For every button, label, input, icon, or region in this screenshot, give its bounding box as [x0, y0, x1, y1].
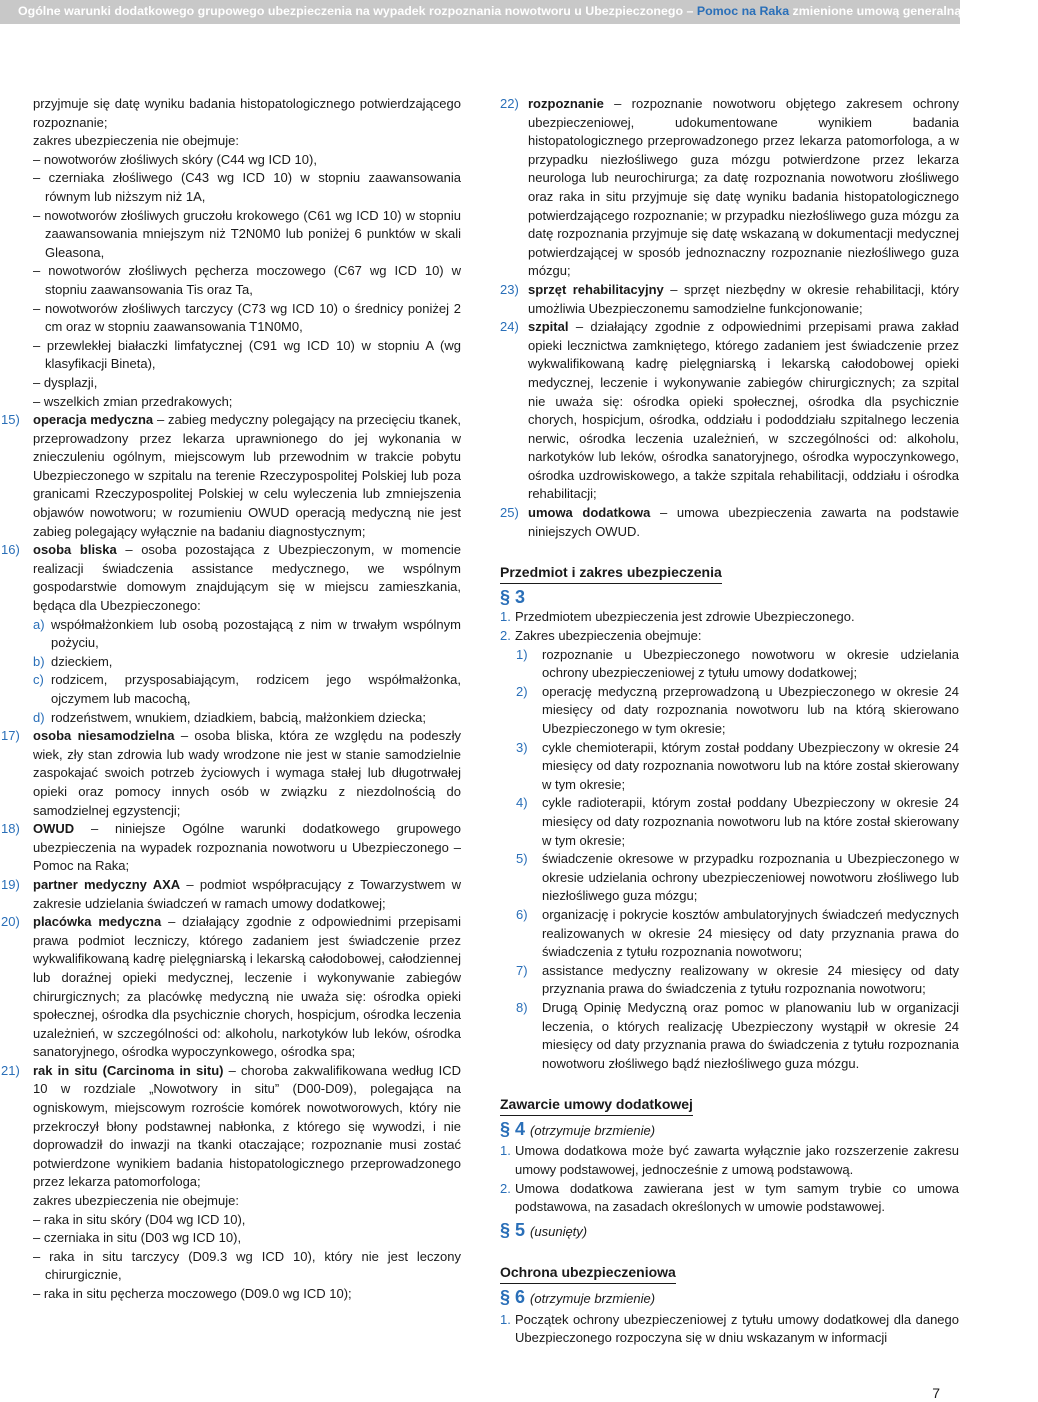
scope-number: 6): [516, 906, 528, 922]
definition-text: – podmiot współpracujący z Towarzystwem w zakresie udzielania świadczeń w ramach umowy dodatkowej;: [33, 876, 461, 911]
numbered-item: [500, 1142, 959, 1179]
definition-21: [1, 1062, 461, 1192]
exclusion-item: – dysplazji,: [33, 374, 98, 390]
definition-term: osoba bliska: [33, 542, 117, 558]
definition-number: 24): [500, 319, 519, 335]
section-title-text: Ochrona ubezpieczeniowa: [500, 1263, 676, 1284]
exclusion-item: – raka in situ tarczycy (D09.3 wg ICD 10), który nie jest leczony chirurgicznie,: [33, 1248, 461, 1283]
scope-text: operację medyczną przeprowadzoną u Ubezpieczonego w okresie 24 miesięcy od daty rozpoznania nowotworu lub na którą skierowano Ubezpieczonego w tym okresie;: [542, 683, 959, 736]
exclusion-item: – czerniaka in situ (D03 wg ICD 10),: [33, 1230, 242, 1246]
scope-item: [500, 999, 959, 1073]
definition-22: [500, 95, 959, 281]
definition-text: – umowa ubezpieczenia zawarta na podstawie niniejszych OWUD.: [528, 505, 959, 539]
definition-23: [500, 281, 959, 318]
relation-text: rodzeństwem, wnukiem, dziadkiem, babcią, małżonkiem dziecka;: [51, 709, 426, 725]
definition-19: [1, 876, 461, 913]
definition-number: 19): [1, 876, 20, 892]
relation-letter: b): [33, 653, 45, 669]
relation-text: współmałżonkiem lub osobą pozostającą z nim w trwałym wspólnym pożyciu,: [51, 616, 461, 651]
relation-text: dzieckiem,: [51, 653, 113, 669]
scope-number: 3): [516, 739, 528, 755]
item-text: Umowa dodatkowa zawierana jest w tym samym trybie co umowa podstawowa, na zasadach określonych w umowie podstawowej.: [515, 1180, 959, 1215]
section-title-text: Zawarcie umowy dodatkowej: [500, 1095, 693, 1116]
definition-text: – choroba zakwalifikowana według ICD 10 w rozdziale „Nowotwory in situ” (D00-D09), polegająca na ogniskowym, miejscowym rozroście komórek nowotworowych, który nie przekroczył błony podstawnej nabłonka, z którego się wywodzi, i nie doprowadził do inwazji na tkanki otaczające; rozpoznanie musi zostać potwierdzone wynikiem badania histopatologicznego przeprowadzonego przez lekarza patomorfologa;: [33, 1062, 461, 1190]
definition-number: 15): [1, 412, 20, 428]
definition-term: rozpoznanie: [528, 96, 604, 111]
paragraph-number: § 4: [500, 1118, 526, 1139]
numbered-item: [500, 1180, 959, 1217]
header-title-part1: Ogólne warunki dodatkowego grupowego ubezpieczenia na wypadek rozpoznania nowotworu u Ubezpieczonego –: [18, 4, 694, 18]
definition-text: – rozpoznanie nowotworu objętego zakresem ochrony ubezpieczeniowej, udokumentowane wynikiem badania histopatologicznego przeprowadzonego przez lekarza patomorfologa, a w przypadku niezłośliwego guza mózgu potwierdzone przez lekarza neurologa lub neurochirurga; za datę rozpoznania nowotworu złośliwego oraz raka in situ przyjmuje się datę wyniku badania histopatologicznego potwierdzającego rozpoznanie; w przypadku niezłośliwego guza mózgu za datę rozpoznania przyjmuje się datę wskazaną w dokumentacji medycznej potwierdzającej w sposób jednoznaczny rozpoznanie niezłośliwego guza mózgu;: [528, 96, 959, 279]
scope-text: cykle chemioterapii, którym został poddany Ubezpieczony w okresie 24 miesięcy od daty rozpoznania nowotworu lub na które został skierowany w tym okresie;: [542, 739, 959, 792]
paragraph-heading: [500, 588, 959, 607]
paragraph-heading: [500, 1221, 959, 1242]
scope-item: [500, 906, 959, 962]
definition-text: – osoba pozostająca z Ubezpieczonym, w momencie realizacji świadczenia assistance medycznego, we wspólnym gospodarstwie domowym znajdującym się w miejscu zamieszkania, będąca dla Ubezpieczonego:: [33, 542, 462, 614]
definition-term: OWUD: [33, 821, 75, 837]
definition-17: [1, 727, 461, 820]
relation-item: [33, 653, 461, 672]
definition-number: 21): [1, 1062, 20, 1078]
item-text: Początek ochrony ubezpieczeniowej z tytułu umowy dodatkowej dla danego Ubezpieczonego rozpoczyna się w dniu wskazanym w informacji: [515, 1311, 959, 1346]
scope-number: 8): [516, 999, 528, 1015]
scope-text: cykle radioterapii, którym został poddany Ubezpieczony w okresie 24 miesięcy od daty rozpoznania nowotworu lub na które został skierowany w tym okresie;: [542, 795, 959, 848]
definition-18: [1, 820, 461, 876]
scope-number: 4): [516, 795, 528, 811]
exclusion-item: – przewlekłej białaczki limfatycznej (C91 wg ICD 10) w stopniu A (wg klasyfikacji Bineta),: [33, 337, 461, 372]
definition-term: umowa dodatkowa: [528, 505, 651, 521]
definition-16: [1, 541, 462, 615]
definition-number: 20): [1, 914, 20, 930]
definition-text: – zabieg medyczny polegający na przecięciu tkanek, przeprowadzony przez lekarza uprawnionego do jej wykonania w znieczuleniu ogólnym, miejscowym lub przewodnim w trakcie pobytu Ubezpieczonego w szpitalu na terenie Rzeczypospolitej Polskiej lub poza granicami Rzeczypospolitej Polskiej w celu wyleczenia lub zmniejszenia objawów nowotworu; w rozumieniu OWUD operacją medyczną nie jest zabieg polegający wyłącznie na badaniu diagnostycznym;: [33, 412, 461, 539]
relation-letter: d): [33, 709, 45, 725]
right-column: [500, 95, 959, 1348]
paragraph-note: (otrzymuje brzmienie): [530, 1291, 656, 1307]
definition-term: rak in situ (Carcinoma in situ): [33, 1062, 224, 1078]
item-number: 2.: [500, 628, 511, 644]
definition-term: placówka medyczna: [33, 914, 162, 930]
definition-term: osoba niesamodzielna: [33, 728, 175, 744]
scope-item: [500, 739, 959, 795]
definition-text: – osoba bliska, która ze względu na podeszły wiek, zły stan zdrowia lub wady wrodzone nie jest w stanie samodzielnie zaspokajać swoich potrzeb życiowych i wymaga stałej lub długotrwałej opieki oraz pomocy innych osób w związku z niezdolnością do samodzielnej egzystencji;: [33, 728, 461, 818]
exclusion-item: – nowotworów złośliwych tarczycy (C73 wg ICD 10) o średnicy poniżej 2 cm oraz w stopniu zaawansowania T1N0M0,: [33, 300, 461, 335]
definition-text: – działający zgodnie z odpowiednimi przepisami prawa podmiot leczniczy, którego zadaniem jest świadczenie przez wykwalifikowaną kadrę pielęgniarską i lekarską całodobowej, całodziennej lub doraźnej opieki medycznej, leczenie i wykonywanie zabiegów chirurgicznych; za placówkę medyczną nie uważa się: ośrodka opieki społecznej, ośrodka dla psychicznie chorych, hospicjum, ośrodka leczenia uzależnień, w szczególności od: alkoholu, narkotyków lub leków, ośrodka sanatoryjnego, ośrodka wypoczynkowego, ośrodka spa;: [33, 914, 461, 1060]
relation-letter: c): [33, 672, 44, 688]
relation-item: [33, 616, 461, 653]
header-title-part2: zmienione umową generalną Pakiety GSU: [792, 4, 1038, 18]
relation-text: rodzicem, przysposabiającym, rodzicem jego współmałżonka, ojczymem lub macochą,: [51, 672, 461, 706]
scope-text: organizację i pokrycie kosztów ambulatoryjnych świadczeń medycznych realizowanych w okresie 24 miesięcy od daty przyznania prawa do świadczenia z tytułu rozpoznania nowotworu;: [542, 906, 959, 960]
numbered-item: [500, 627, 959, 646]
exclusion-item: – nowotworów złośliwych skóry (C44 wg ICD 10),: [33, 151, 317, 167]
numbered-item: [500, 1311, 959, 1348]
scope-item: [500, 683, 959, 739]
scope-number: 1): [516, 646, 528, 662]
scope-number: 5): [516, 851, 528, 867]
definition-15: [1, 411, 461, 541]
definition-number: 18): [1, 821, 20, 837]
section-title-text: Przedmiot i zakres ubezpieczenia: [500, 563, 722, 584]
paragraph-number: § 5: [500, 1219, 526, 1240]
exclusion-item: – raka in situ skóry (D04 wg ICD 10),: [33, 1211, 246, 1227]
definition-25: [500, 504, 959, 541]
item-text: Umowa dodatkowa może być zawarta wyłącznie jako rozszerzenie zakresu umowy podstawowej, jednocześnie z umową podstawową.: [515, 1143, 959, 1178]
relation-letter: a): [33, 616, 45, 632]
scope-text: assistance medyczny realizowany w okresie 24 miesięcy od daty przyznania prawa do świadczenia z tytułu rozpoznania nowotworu;: [542, 962, 959, 997]
relation-item: [33, 671, 461, 708]
intro-line: przyjmuje się datę wyniku badania histopatologicznego potwierdzającego rozpoznanie;: [33, 96, 461, 130]
scope-number: 2): [516, 683, 528, 699]
scope-text: Drugą Opinię Medyczną oraz pomoc w planowaniu lub w organizacji leczenia, o których realizację Ubezpieczony wystąpił w okresie 24 miesięcy od daty przyznania prawa do świadczenia z tytułu rozpoznania nowotworu złośliwego bądź niezłośliwego guza mózgu.: [542, 999, 959, 1071]
header-title-accent: Pomoc na Raka: [696, 4, 790, 18]
item-text: Zakres ubezpieczenia obejmuje:: [515, 628, 702, 644]
paragraph-note: (usunięty): [530, 1223, 588, 1239]
definition-number: 16): [1, 542, 20, 558]
section-title: [500, 563, 959, 584]
scope-item: [500, 794, 959, 850]
paragraph-heading: [500, 1288, 959, 1309]
item-text: Przedmiotem ubezpieczenia jest zdrowie Ubezpieczonego.: [515, 609, 855, 625]
definition-term: partner medyczny AXA: [33, 876, 181, 892]
exclusion-intro: zakres ubezpieczenia nie obejmuje:: [33, 1193, 239, 1209]
left-column: [1, 95, 462, 1304]
item-number: 2.: [500, 1180, 511, 1196]
paragraph-number: § 6: [500, 1287, 526, 1308]
definition-24: [500, 318, 959, 504]
item-number: 1.: [500, 1143, 511, 1159]
definition-number: 23): [500, 281, 519, 297]
exclusion-item: – czerniaka złośliwego (C43 wg ICD 10) w stopniu zaawansowania równym lub niższym niż 1A,: [33, 170, 461, 204]
scope-item: [500, 646, 959, 683]
definition-term: operacja medyczna: [33, 412, 154, 428]
exclusion-item: – wszelkich zmian przedrakowych;: [33, 393, 233, 409]
scope-text: świadczenie okresowe w przypadku rozpoznania u Ubezpieczonego w okresie udzielania ochrony ubezpieczeniowej nowotworu złośliwego lub niezłośliwego guza mózgu;: [542, 851, 959, 904]
paragraph-note: (otrzymuje brzmienie): [530, 1122, 656, 1138]
definition-20: [1, 913, 461, 1062]
definition-term: sprzęt rehabilitacyjny: [528, 281, 664, 297]
definition-number: 17): [1, 728, 20, 744]
definition-text: – sprzęt niezbędny w okresie rehabilitacji, który umożliwia Ubezpieczonemu samodzielne funkcjonowanie;: [528, 281, 959, 316]
scope-number: 7): [516, 962, 528, 978]
definition-text: – niniejsze Ogólne warunki dodatkowego grupowego ubezpieczenia na wypadek rozpoznania nowotworu u Ubezpieczonego – Pomoc na Raka;: [33, 821, 461, 874]
item-number: 1.: [500, 1311, 511, 1327]
scope-item: [500, 850, 959, 906]
definition-term: szpital: [528, 319, 569, 335]
definition-text: – działający zgodnie z odpowiednimi przepisami prawa zakład opieki lecznictwa zamkniętego, którego zadaniem jest świadczenie przez wykwalifikowaną kadrę pielęgniarską i lekarską całodobowej opieki medycznej, leczenie i wykonywanie zabiegów chirurgicznych; za szpital nie uważa się: ośrodka opieki społecznej, ośrodka dla psychicznie chorych, hospicjum, ośrodka, oddziału i pododdziału szpitalnego leczenia nerwic, ośrodka leczenia uzależnień, w szczególności od: alkoholu, narkotyków lub leków, ośrodka sanatoryjnego, ośrodka wypoczynkowego, ośrodka uzdrowiskowego, a także szpitala rehabilitacji, oddziału i ośrodka rehabilitacji;: [528, 319, 959, 502]
paragraph-number: § 3: [500, 586, 526, 607]
definition-number: 25): [500, 505, 519, 521]
page-number: 7: [932, 1385, 940, 1401]
exclusion-item: – raka in situ pęcherza moczowego (D09.0 wg ICD 10);: [33, 1286, 352, 1301]
relation-item: [33, 709, 461, 728]
numbered-item: [500, 608, 959, 627]
intro-line: zakres ubezpieczenia nie obejmuje:: [33, 133, 239, 149]
paragraph-heading: [500, 1120, 959, 1141]
definition-number: 22): [500, 96, 519, 111]
scope-text: rozpoznanie u Ubezpieczonego nowotworu w okresie udzielania ochrony ubezpieczeniowej z tytułu umowy dodatkowej;: [542, 646, 959, 681]
running-header: [0, 0, 1038, 24]
section-title: [500, 1095, 959, 1116]
exclusion-item: – nowotworów złośliwych gruczołu krokowego (C61 wg ICD 10) w stopniu zaawansowania mniejszym niż T2N0M0 lub poniżej 6 punktów w skali Gleasona,: [33, 207, 461, 260]
exclusion-item: – nowotworów złośliwych pęcherza moczowego (C67 wg ICD 10) w stopniu zaawansowania Tis oraz Ta,: [33, 263, 461, 297]
header-title: [18, 4, 1038, 18]
scope-item: [500, 962, 959, 999]
section-title: [500, 1263, 959, 1284]
item-number: 1.: [500, 609, 511, 625]
